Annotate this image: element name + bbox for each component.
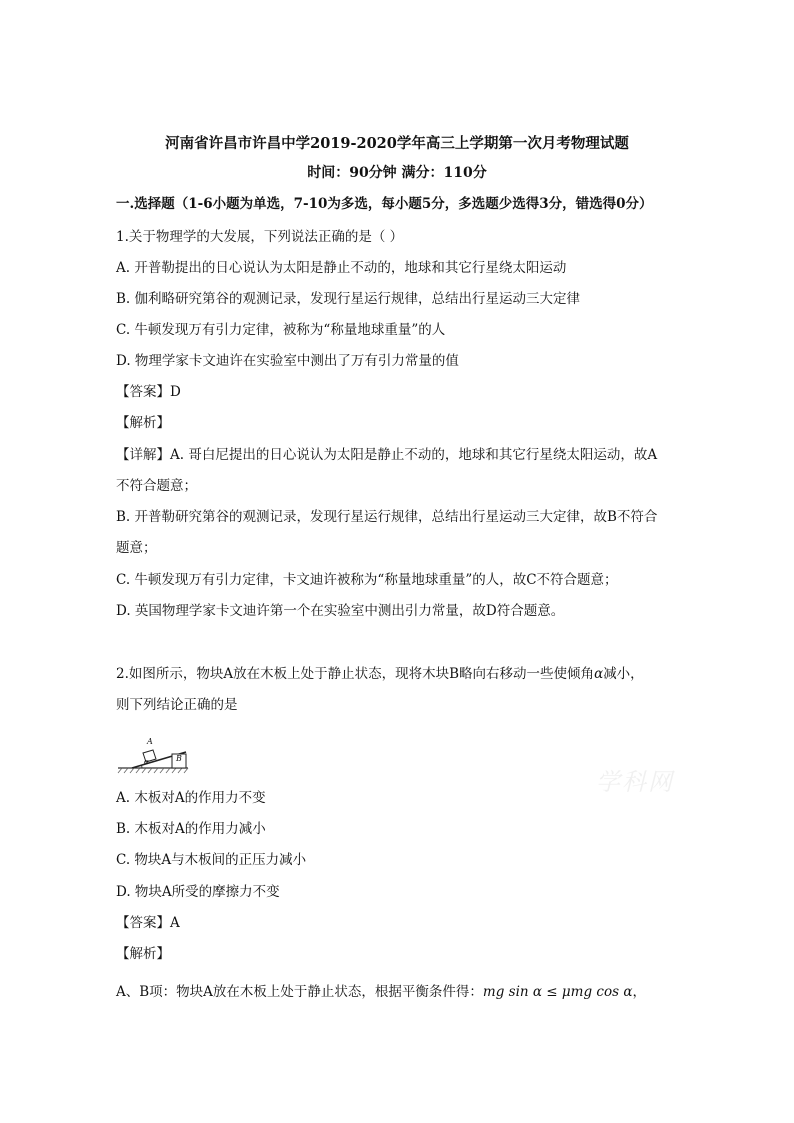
- q2-stem-line1: [116, 664, 644, 684]
- q2-option-b: B. 木板对A的作用力减小: [116, 821, 266, 837]
- section-heading: 一.选择题（1-6小题为单选，7-10为多选，每小题5分，多选题少选得3分，错选得0分）: [116, 196, 653, 212]
- q1-option-a: A. 开普勒提出的日心说认为太阳是静止不动的，地球和其它行星绕太阳运动: [116, 260, 567, 276]
- q2-analysis-label: 【解析】: [116, 946, 170, 962]
- q1-option-b: B. 伽利略研究第谷的观测记录，发现行星运行规律，总结出行星运动三大定律: [116, 291, 581, 307]
- q1-detail-line: 不符合题意；: [116, 478, 197, 494]
- q2-answer: 【答案】A: [116, 915, 180, 931]
- angle-alpha-label: α: [144, 758, 149, 766]
- q2-alpha-symbol: α: [594, 666, 604, 682]
- exam-title: 河南省许昌市许昌中学2019-2020学年高三上学期第一次月考物理试题: [165, 135, 629, 152]
- incline-diagram: [116, 736, 196, 776]
- q1-option-c: C. 牛顿发现万有引力定律，被称为“称量地球重量”的人: [116, 322, 446, 338]
- q2-option-c: C. 物块A与木板间的正压力减小: [116, 852, 307, 868]
- q2-detail-text: A、B项：物块A放在木板上处于静止状态，根据平衡条件得：: [116, 984, 483, 1000]
- q1-detail-line: D. 英国物理学家卡文迪许第一个在实验室中测出引力常量，故D符合题意。: [116, 603, 565, 619]
- q1-detail-line: 【详解】A. 哥白尼提出的日心说认为太阳是静止不动的，地球和其它行星绕太阳运动，故A: [116, 447, 658, 463]
- q1-option-d: D. 物理学家卡文迪许在实验室中测出了万有引力常量的值: [116, 353, 459, 369]
- q2-formula: mg sin α ≤ μmg cos α: [482, 984, 633, 1000]
- q2-stem-line2: 则下列结论正确的是: [116, 697, 238, 713]
- block-b-label: B: [176, 754, 182, 763]
- exam-subtitle: 时间：90分钟 满分：110分: [307, 165, 487, 181]
- q2-detail-line: [116, 982, 646, 1002]
- q2-detail-end: ，: [632, 984, 646, 1000]
- block-a-label: A: [147, 737, 153, 746]
- q1-analysis-label: 【解析】: [116, 415, 170, 431]
- watermark: 学科网: [596, 768, 674, 796]
- q1-stem: 1.关于物理学的大发展，下列说法正确的是（ ）: [116, 229, 404, 245]
- q2-stem-text-end: 减小，: [603, 666, 644, 682]
- q1-detail-line: 题意；: [116, 540, 157, 556]
- q1-detail-line: B. 开普勒研究第谷的观测记录，发现行星运行规律，总结出行星运动三大定律，故B不符合: [116, 509, 658, 525]
- q1-detail-line: C. 牛顿发现万有引力定律，卡文迪许被称为“称量地球重量”的人，故C不符合题意；: [116, 572, 618, 588]
- q2-option-d: D. 物块A所受的摩擦力不变: [116, 884, 280, 900]
- q2-option-a: A. 木板对A的作用力不变: [116, 790, 266, 806]
- q2-stem-text: 2.如图所示，物块A放在木板上处于静止状态，现将木块B略向右移动一些使倾角: [116, 666, 595, 682]
- q1-answer: 【答案】D: [116, 384, 181, 400]
- incline-figure: [116, 736, 196, 780]
